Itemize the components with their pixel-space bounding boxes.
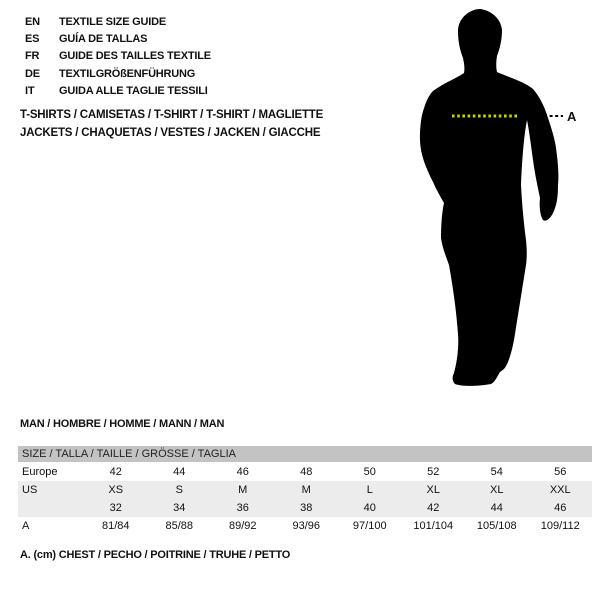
measurement-footnote: A. (cm) CHEST / PECHO / POITRINE / TRUHE / PETTO bbox=[20, 549, 291, 561]
size-cell: 54 bbox=[490, 466, 503, 478]
size-cell: 50 bbox=[363, 466, 376, 478]
size-cell: 52 bbox=[427, 466, 440, 478]
garment-line-jackets: JACKETS / CHAQUETAS / VESTES / JACKEN / GIACCHE bbox=[20, 127, 321, 139]
row-label: Europe bbox=[22, 466, 58, 478]
language-row-fr bbox=[25, 48, 211, 65]
row-label: A bbox=[22, 520, 30, 532]
garment-categories bbox=[20, 106, 323, 142]
table-row-us bbox=[18, 481, 592, 499]
size-cell: 93/96 bbox=[292, 520, 321, 532]
size-cell: 42 bbox=[109, 466, 122, 478]
man-silhouette-svg bbox=[400, 0, 600, 400]
language-code: DE bbox=[25, 67, 40, 80]
size-cell: 97/100 bbox=[352, 520, 387, 532]
table-row-us-numeric bbox=[18, 499, 592, 517]
language-row-it bbox=[25, 83, 211, 100]
size-cell: 109/112 bbox=[540, 520, 580, 532]
language-label: GUÍA DE TALLAS bbox=[59, 33, 148, 46]
size-cell: S bbox=[175, 484, 183, 496]
size-table-header: SIZE / TALLA / TAILLE / GRÖSSE / TAGLIA bbox=[18, 446, 592, 462]
size-table bbox=[18, 446, 592, 535]
language-row-de bbox=[25, 65, 211, 82]
language-row-es bbox=[25, 30, 211, 47]
man-silhouette-path bbox=[420, 9, 558, 386]
section-title-man: MAN / HOMBRE / HOMME / MANN / MAN bbox=[20, 418, 225, 430]
language-row-en bbox=[25, 13, 211, 30]
size-cell: 48 bbox=[300, 466, 313, 478]
size-cell: M bbox=[301, 484, 311, 496]
size-cell: 44 bbox=[490, 502, 503, 514]
language-label: GUIDA ALLE TAGLIE TESSILI bbox=[59, 85, 208, 98]
size-cell: 85/88 bbox=[165, 520, 194, 532]
size-cell: 46 bbox=[554, 502, 567, 514]
size-cell: 44 bbox=[173, 466, 186, 478]
size-cell: M bbox=[238, 484, 248, 496]
size-cell: XL bbox=[490, 484, 504, 496]
language-code: ES bbox=[25, 33, 40, 46]
man-silhouette-figure bbox=[400, 0, 600, 400]
garment-line-tshirts: T-SHIRTS / CAMISETAS / T-SHIRT / T-SHIRT / MAGLIETTE bbox=[20, 109, 324, 121]
language-label: GUIDE DES TAILLES TEXTILE bbox=[59, 50, 211, 63]
language-legend bbox=[25, 13, 211, 100]
size-cell: 89/92 bbox=[228, 520, 257, 532]
row-label: US bbox=[22, 484, 38, 496]
language-code: FR bbox=[25, 50, 40, 63]
size-cell: XL bbox=[426, 484, 440, 496]
size-cell: 46 bbox=[236, 466, 249, 478]
size-cell: XXL bbox=[549, 484, 571, 496]
size-cell: 81/84 bbox=[101, 520, 130, 532]
size-cell: 34 bbox=[173, 502, 186, 514]
size-cell: 38 bbox=[300, 502, 313, 514]
language-label: TEXTILGRÖßENFÜHRUNG bbox=[59, 67, 196, 80]
size-cell: 101/104 bbox=[413, 520, 454, 532]
language-label: TEXTILE SIZE GUIDE bbox=[59, 15, 167, 28]
size-cell: 105/108 bbox=[476, 520, 517, 532]
size-cell: 56 bbox=[554, 466, 567, 478]
language-code: EN bbox=[25, 15, 40, 28]
language-code: IT bbox=[25, 85, 35, 98]
size-cell: XS bbox=[108, 484, 124, 496]
size-cell: 42 bbox=[427, 502, 440, 514]
table-row-chest-a bbox=[18, 517, 592, 535]
size-cell: 32 bbox=[109, 502, 122, 514]
table-row-europe bbox=[18, 463, 592, 481]
size-cell: 36 bbox=[236, 502, 249, 514]
measurement-label-a: A bbox=[567, 109, 577, 124]
size-cell: L bbox=[366, 484, 373, 496]
size-cell: 40 bbox=[363, 502, 376, 514]
